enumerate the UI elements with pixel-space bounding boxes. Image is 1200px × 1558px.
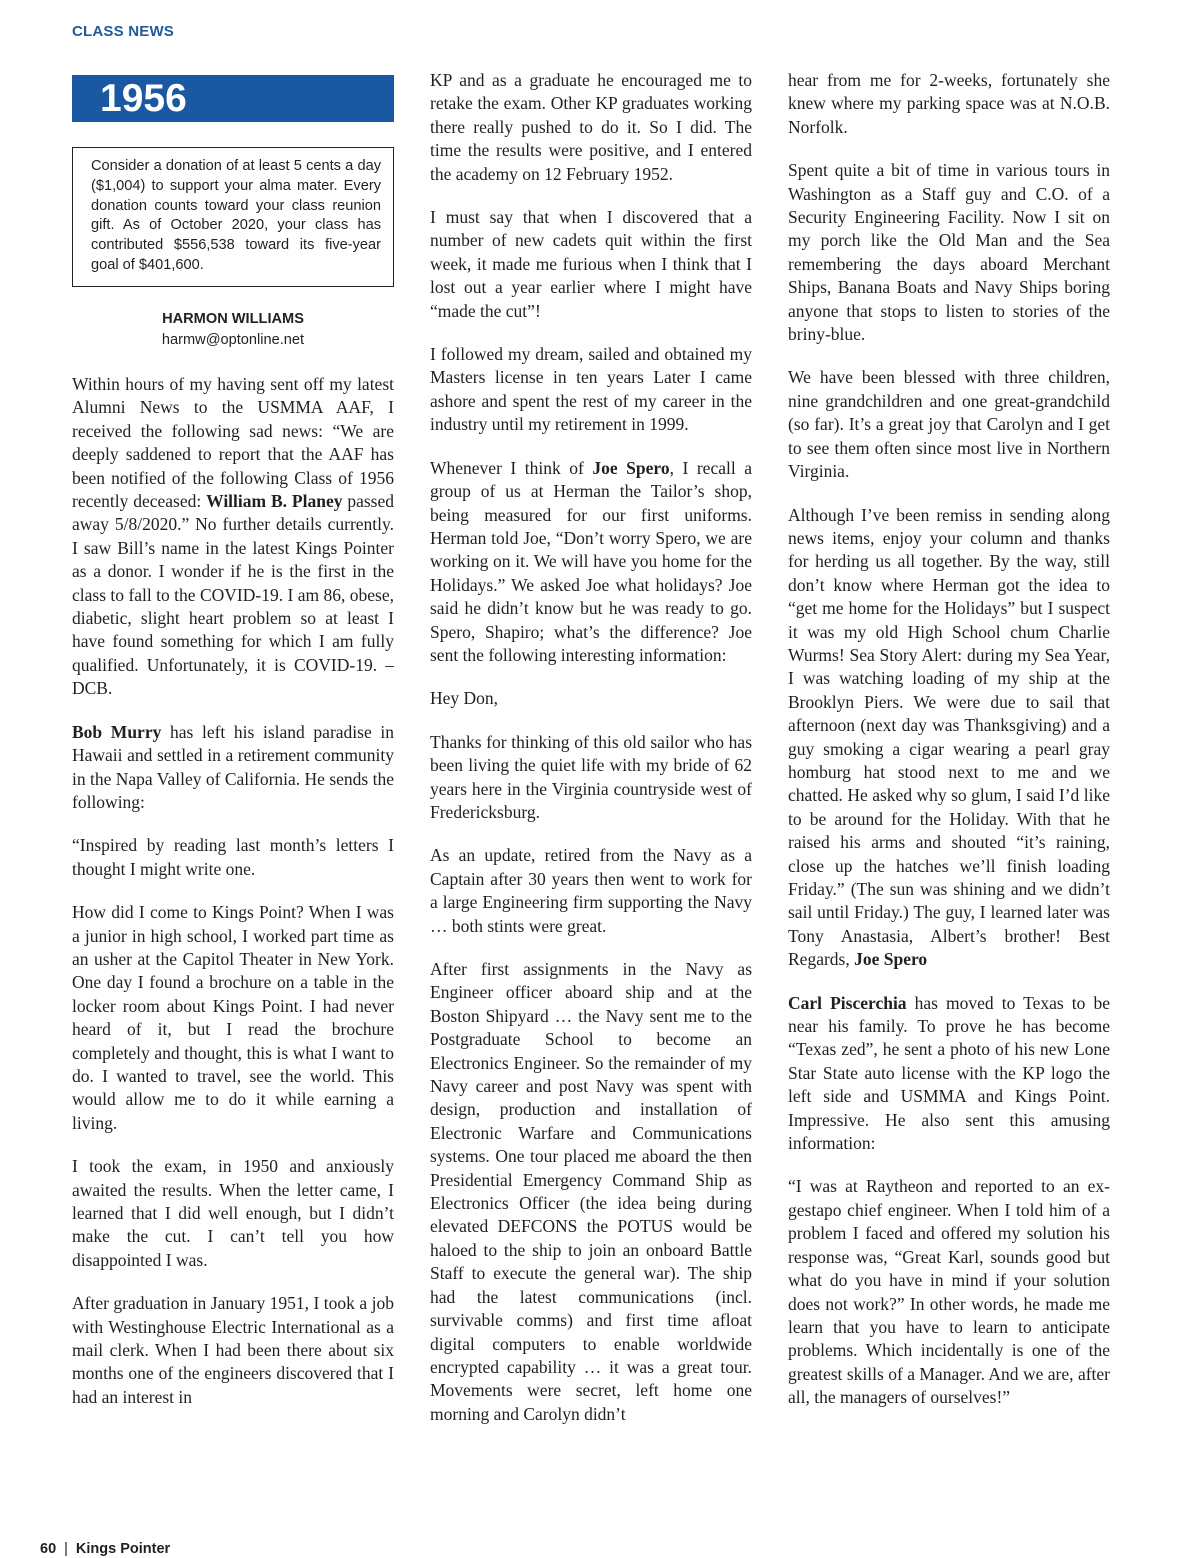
page-number: 60 [40,1541,57,1557]
paragraph-text: Although I’ve been remiss in sending along news items, enjoy your column and thanks for herding us all together. By the way, still don’t know where Herman got the idea to “get me home for the Holidays” but I suspect it was my old High School chum Charlie Wurms! Sea Story Alert: during my Sea Year, I was watching loading of my ship at the Brooklyn Piers. We were due to sail that afternoon (next day was Thanksgiving) and a guy smoking a cigar wearing a pearl gray homburg hat stood next to me and we chatted. He asked why so glum, I said I’d like to be around for the Holiday. With that he raised his arms and shouted “it’s raining, close up the hatches we’ll finish loading Friday.” (The sun was shining and we didn’t sail until Friday.) The guy, I learned later was Tony Anastasia, Albert’s brother! Best Regards, [788,504,1110,970]
bold-name: Joe Spero [592,457,670,478]
article-paragraph [72,1292,394,1409]
paragraph-text: has left his island paradise in Hawaii and settled in a retirement community in the Napa Valley of California. He sends the following: [72,721,394,812]
article-paragraph [430,687,752,710]
article-paragraph [72,901,394,1135]
article-paragraph [430,731,752,825]
article-paragraph [788,1175,1110,1409]
article-paragraph [430,457,752,668]
paragraph-text: hear from me for 2-weeks, fortunately she knew where my parking space was at N.O.B. Norfolk. [788,70,1110,137]
paragraph-text: I took the exam, in 1950 and anxiously awaited the results. When the letter came, I learned that I did well enough, but I didn’t make the cut. I can’t tell you how disappointed I was. [72,1156,394,1270]
paragraph-text: As an update, retired from the Navy as a Captain after 30 years then went to work for a large Engineering firm supporting the Navy … both stints were great. [430,845,752,936]
correspondent-email[interactable]: harmw@optonline.net [161,332,305,348]
article-paragraph [788,992,1110,1156]
paragraph-text: , I recall a group of us at Herman the Tailor’s shop, being measured for our first uniforms. Herman told Joe, “Don’t worry Spero, we are working on it. We will have you home for the Holidays.” We asked Joe what holidays? Joe said he didn’t know but he was ready to go. Spero, Shapiro; what’s the difference? Joe sent the following interesting information: [430,457,753,665]
article-paragraph [788,366,1110,483]
paragraph-text: “I was at Raytheon and reported to an ex-gestapo chief engineer. When I told him of a problem I faced and offered my solution his response was, “Great Karl, sounds good but what do you have in mind if your solution does not work?” In other words, he made me learn that you have to learn to anticipate problems. Which incidentally is one of the greatest skills of a Manager. And we are, after all, the managers of ourselves!” [788,1176,1110,1408]
article-paragraph [72,834,394,881]
article-paragraph [430,844,752,938]
article-paragraph [72,373,394,701]
paragraph-text: Within hours of my having sent off my latest Alumni News to the USMMA AAF, I received the following sad news: “We are deeply saddened to report that the AAF has been notified of the following Class of 1956 recently deceased: [72,374,394,512]
paragraph-text: KP and as a graduate he encouraged me to retake the exam. Other KP graduates working there really pushed to do it. So I did. The time the results were positive, and I entered the academy on 12 February 1952. [430,70,752,184]
footer-separator: | [64,1541,68,1557]
article-paragraph [72,1155,394,1272]
paragraph-text: I followed my dream, sailed and obtained my Masters license in ten years Later I came ashore and spent the rest of my career in the industry until my retirement in 1999. [430,344,752,435]
paragraph-text: After graduation in January 1951, I took a job with Westinghouse Electric International as a mail clerk. When I had been there about six months one of the engineers discovered that I had an interest in [72,1293,394,1407]
article-paragraph [430,958,752,1426]
article-paragraph [430,69,752,186]
bold-name: William B. Planey [206,491,343,512]
paragraph-text: has moved to Texas to be near his family. To prove he has become “Texas zed”, he sent a photo of his new Lone Star State auto license with the KP logo the left side and USMMA and Kings Point. Impressive. He also sent this amusing information: [788,992,1110,1154]
paragraph-text: Hey Don, [430,688,499,709]
article-paragraph [788,69,1110,139]
paragraph-text: Spent quite a bit of time in various tours in Washington as a Staff guy and C.O. of a Security Engineering Facility. Now I sit on my porch like the Old Man and the Sea remembering the days aboard Merchant Ships, Banana Boats and Navy Ships boring anyone that stops to listen to stories of the briny-blue. [788,160,1110,345]
article-column-3 [788,69,1110,1430]
paragraph-text: “Inspired by reading last month’s letters I thought I might write one. [72,835,394,879]
correspondent-name: HARMON WILLIAMS [162,311,304,327]
article-paragraph [788,504,1110,972]
article-paragraph [788,159,1110,346]
article-column-1 [72,373,394,1429]
bold-name: Carl Piscerchia [788,992,907,1013]
paragraph-text: Thanks for thinking of this old sailor who has been living the quiet life with my bride of 62 years here in the Virginia countryside west of Fredericksburg. [430,731,752,822]
bold-name: Bob Murry [72,721,162,742]
paragraph-text: Whenever I think of [430,457,593,478]
article-paragraph [430,206,752,323]
bold-name: Joe Spero [854,949,928,970]
paragraph-text: I must say that when I discovered that a number of new cadets quit within the first week, it made me furious when I think that I lost out a year earlier where I might have “made the cut”! [430,207,752,321]
donation-notice-text: Consider a donation of at least 5 cents a day ($1,004) to support your alma mater. Every donation counts toward your class reunion gift. As of October 2020, your class has contributed $556,538 toward its five-year goal of $401,600. [91,158,381,273]
page-footer [40,1541,170,1557]
article-column-2 [430,69,752,1446]
section-label: CLASS NEWS [72,23,175,40]
paragraph-text: After first assignments in the Navy as Engineer officer aboard ship and at the Boston Shipyard … the Navy sent me to the Postgraduate School to become an Electronics Engineer. So the remainder of my Navy career and post Navy was spent with design, production and installation of Electronic Warfare and Communications systems. One tour placed me aboard the then Presidential Emergency Command Ship as Electronics Officer (the idea being during elevated DEFCONS the POTUS would be haloed to the ship to join an onboard Battle Staff to execute the general war). The ship had the latest communications (incl. survivable comms) and first time afloat digital computers to enable worldwide encrypted capability … it was a great tour. Movements were secret, left home one morning and Carolyn didn’t [430,959,752,1424]
paragraph-text: We have been blessed with three children, nine grandchildren and one great-grandchild (so far). It’s a great joy that Carolyn and I get to see them often since most live in Northern Virginia. [788,367,1110,482]
publication-name: Kings Pointer [75,1541,171,1557]
byline [72,309,394,351]
paragraph-text: passed away 5/8/2020.” No further details currently. I saw Bill’s name in the latest Kings Pointer as a donor. I wonder if he is the first in the class to fall to the COVID-19. I am 86, obese, diabetic, slight heart problem so at least I have found something for which I am fully qualified. Unfortunately, it is COVID-19. – DCB. [72,491,395,699]
donation-notice-box [72,147,394,287]
article-paragraph [430,343,752,437]
class-year-banner: 1956 [72,75,394,122]
article-paragraph [72,721,394,815]
paragraph-text: How did I come to Kings Point? When I was a junior in high school, I worked part time as an usher at the Capitol Theater in New York. One day I found a brochure on a table in the locker room about Kings Point. I had never heard of it, but I read the brochure completely and thought, this is what I want to do. I wanted to travel, see the world. This would allow me to do it while earning a living. [72,902,394,1133]
